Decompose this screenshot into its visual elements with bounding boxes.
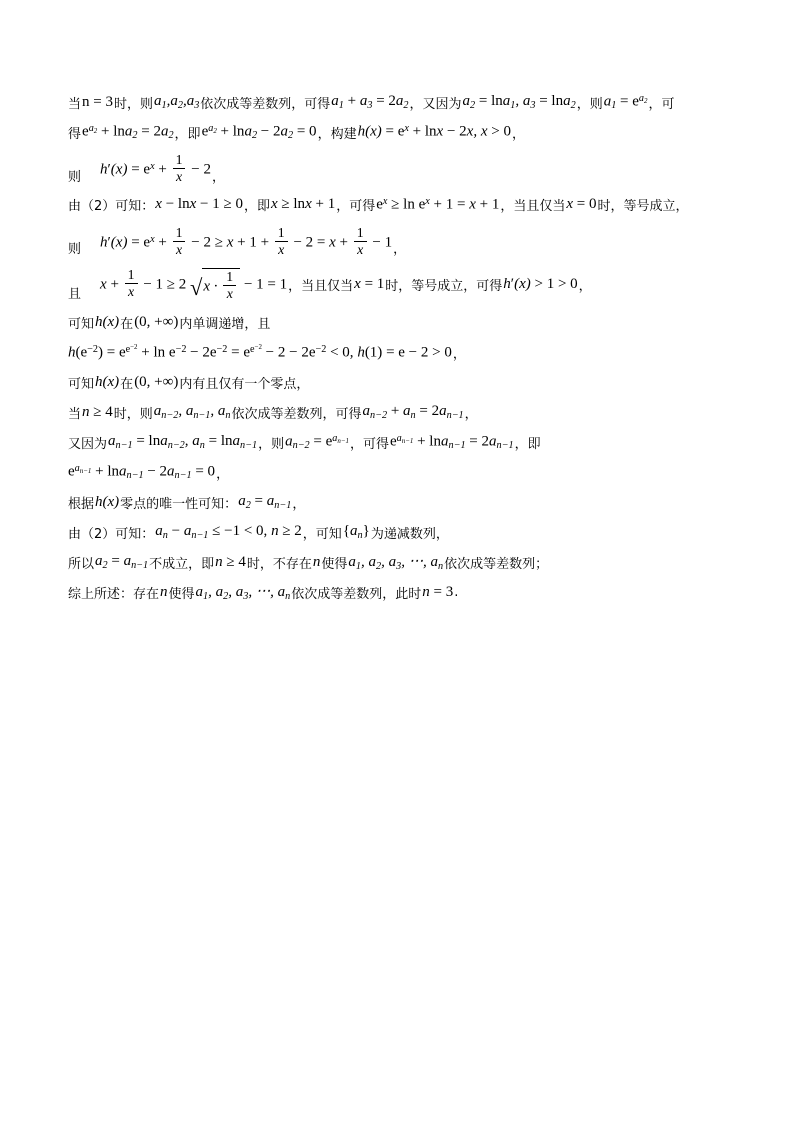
text-run: ，即 bbox=[243, 199, 270, 215]
math-run: $e^{a_2} + \ln a_2 - 2a_2 = 0$ bbox=[201, 122, 317, 142]
text-run: ， bbox=[452, 347, 466, 363]
text-run: 则 bbox=[68, 242, 82, 258]
math-run: n ≥ 4 bbox=[82, 403, 113, 420]
paragraph-10 bbox=[68, 432, 740, 452]
text-run: 当 bbox=[68, 96, 82, 112]
math-run: n = 3 bbox=[82, 93, 113, 110]
math-run: $a_2 = a_{n-1}$ bbox=[238, 493, 292, 512]
math-run: n ≥ 4 bbox=[215, 553, 246, 570]
text-run: ，当且仅当 bbox=[500, 199, 566, 215]
math-run: $\{a_n\}$ bbox=[342, 523, 370, 542]
math-display: $h(e^{-2}) = e^{e^{-2}} + \ln e^{-2} - 2e^{-2} = e^{e^{-2}} - 2 - 2e^{-2} < 0$, h(1) = e − 2 > 0 bbox=[68, 343, 452, 360]
text-run: ，可得 bbox=[336, 199, 376, 215]
text-run: 依次成等差数列，此时 bbox=[291, 586, 422, 602]
text-run: 则 bbox=[68, 169, 82, 185]
paragraph-11 bbox=[68, 462, 740, 482]
text-run: ，即 bbox=[514, 436, 541, 452]
text-run: 内有且仅有一个零点， bbox=[179, 376, 310, 392]
text-run: ， bbox=[211, 169, 225, 185]
text-run: 综上所述：存在 bbox=[68, 586, 160, 602]
text-run: ， bbox=[393, 242, 407, 258]
text-run: 在 bbox=[120, 376, 134, 392]
math-run: $e^{a_{n-1}} + \ln a_{n-1} = 2a_{n-1}$ bbox=[389, 433, 514, 452]
math-run: $a_1$, $a_2$, $a_3$, ⋅⋅⋅, $a_n$ bbox=[348, 554, 444, 573]
math-run: $a_1$, $a_2$, $a_3$, ⋅⋅⋅, $a_n$ bbox=[195, 584, 291, 603]
math-run: $a_{n-1} = \ln a_{n-2}$, $a_n = \ln a_{n-1}$ bbox=[108, 433, 258, 452]
paragraph-8 bbox=[68, 372, 740, 392]
text-run: 时，则 bbox=[113, 406, 153, 422]
text-run: ，当且仅当 bbox=[288, 279, 354, 295]
paragraph-7 bbox=[68, 342, 740, 362]
text-run: ， bbox=[464, 406, 478, 422]
math-display: $e^{a_{n-1}} + \ln a_{n-1} - 2a_{n-1} = 0$ bbox=[68, 463, 216, 482]
text-run: 零点的唯一性可知： bbox=[120, 496, 238, 512]
text-run: 由（2）可知： bbox=[68, 199, 155, 215]
text-run: ，即 bbox=[174, 126, 201, 142]
text-run: 依次成等差数列，可得 bbox=[231, 406, 362, 422]
math-run: x = 0 bbox=[566, 196, 597, 213]
text-run: 得 bbox=[68, 126, 82, 142]
math-run: n = 3 bbox=[422, 583, 454, 600]
paragraph-15 bbox=[68, 582, 740, 602]
math-run: $a_{n-2}$, $a_{n-1}$, $a_n$ bbox=[153, 403, 231, 422]
math-run: $a_{n-2} + a_n = 2a_{n-1}$ bbox=[362, 403, 464, 422]
math-display: $h'(x) = e^x$ + $\frac{1}{x}$ − 2 ≥ x + 1 + $\frac{1}{x}$ − 2 = x + $\frac{1}{x}$ − 1 bbox=[100, 224, 393, 257]
text-run: 内单调递增，且 bbox=[179, 316, 271, 332]
text-run: ，可知 bbox=[302, 526, 342, 542]
math-display: x + $\frac{1}{x}$ − 1 ≥ 2 √x · $\frac{1}{x}$ − 1 = 1 bbox=[100, 267, 288, 302]
text-run: 所以 bbox=[68, 556, 95, 572]
math-run: $h(x) = e^x + \ln x - 2x$, x > 0 bbox=[357, 123, 511, 140]
text-run: ，则 bbox=[576, 96, 603, 112]
solution-body bbox=[68, 92, 740, 612]
math-run: x ≥ lnx + 1 bbox=[270, 196, 336, 213]
text-run: ， bbox=[511, 126, 525, 142]
text-run: 在 bbox=[120, 316, 134, 332]
text-run: ， bbox=[292, 496, 306, 512]
math-run: h(x) bbox=[95, 493, 120, 510]
math-run: h′(x) > 1 > 0 bbox=[503, 276, 578, 293]
math-run: $a_2 = \ln a_1$, $a_3 = \ln a_2$ bbox=[462, 93, 576, 111]
text-run: 时，等号成立，可得 bbox=[385, 279, 503, 295]
text-run: 根据 bbox=[68, 496, 95, 512]
paragraph-2 bbox=[68, 152, 740, 185]
math-run: $a_1 = e^{a_2}$ bbox=[603, 92, 648, 112]
text-run: 不成立，即 bbox=[149, 556, 215, 572]
math-run: $a_2 = a_{n-1}$ bbox=[95, 553, 149, 572]
text-run: 依次成等差数列； bbox=[444, 556, 549, 572]
paragraph-1b bbox=[68, 122, 740, 142]
math-run: h(x) bbox=[95, 313, 120, 330]
text-run: 时，不存在 bbox=[246, 556, 312, 572]
math-run: $a_{n-2} = e^{a_{n-1}}$ bbox=[285, 433, 349, 452]
text-run: 为递减数列， bbox=[370, 526, 449, 542]
math-run: x − lnx − 1 ≥ 0 bbox=[155, 196, 243, 213]
paragraph-9 bbox=[68, 402, 740, 422]
text-run: 时，等号成立， bbox=[597, 199, 689, 215]
paragraph-1 bbox=[68, 92, 740, 112]
paragraph-14 bbox=[68, 552, 740, 572]
paragraph-3 bbox=[68, 195, 740, 215]
text-run: ，可得 bbox=[349, 436, 389, 452]
text-run: 可知 bbox=[68, 316, 95, 332]
math-run: $a_n - a_{n-1} \le -1 < 0$, n ≥ 2 bbox=[155, 523, 302, 542]
text-run: 使得 bbox=[168, 586, 195, 602]
text-run: ， bbox=[216, 467, 230, 483]
text-run: 且 bbox=[68, 287, 82, 303]
text-run: ，又因为 bbox=[409, 96, 462, 112]
text-run: 时，则 bbox=[113, 96, 153, 112]
text-run: 使得 bbox=[321, 556, 348, 572]
text-run: 由（2）可知： bbox=[68, 526, 155, 542]
math-run: $a_1 + a_3 = 2a_2$ bbox=[331, 93, 409, 111]
text-run: ，构建 bbox=[317, 126, 357, 142]
text-run: 当 bbox=[68, 406, 82, 422]
math-run: n bbox=[312, 553, 321, 570]
text-run: ， bbox=[578, 279, 592, 295]
paragraph-6 bbox=[68, 312, 740, 332]
math-run: $e^{a_2} + \ln a_2 = 2a_2$ bbox=[82, 122, 174, 142]
text-run: ，可 bbox=[648, 96, 675, 112]
math-run: (0, +∞) bbox=[134, 373, 179, 390]
paragraph-12 bbox=[68, 492, 740, 512]
text-run: . bbox=[454, 584, 459, 600]
math-run: $e^x \ge \ln e^x + 1 = x + 1$ bbox=[376, 196, 500, 213]
math-run: h(x) bbox=[95, 373, 120, 390]
math-display: $h'(x) = e^x$ + $\frac{1}{x}$ − 2 bbox=[100, 152, 211, 184]
text-run: 依次成等差数列，可得 bbox=[200, 96, 331, 112]
paragraph-5 bbox=[68, 267, 740, 302]
text-run: 又因为 bbox=[68, 436, 108, 452]
text-run: ，则 bbox=[258, 436, 285, 452]
text-run: 可知 bbox=[68, 376, 95, 392]
math-run: n bbox=[160, 583, 168, 600]
math-run: x = 1 bbox=[354, 276, 385, 293]
paragraph-13 bbox=[68, 522, 740, 542]
math-run: (0, +∞) bbox=[134, 313, 179, 330]
math-run: $a_1,a_2,a_3$ bbox=[154, 93, 200, 111]
paragraph-4 bbox=[68, 225, 740, 258]
